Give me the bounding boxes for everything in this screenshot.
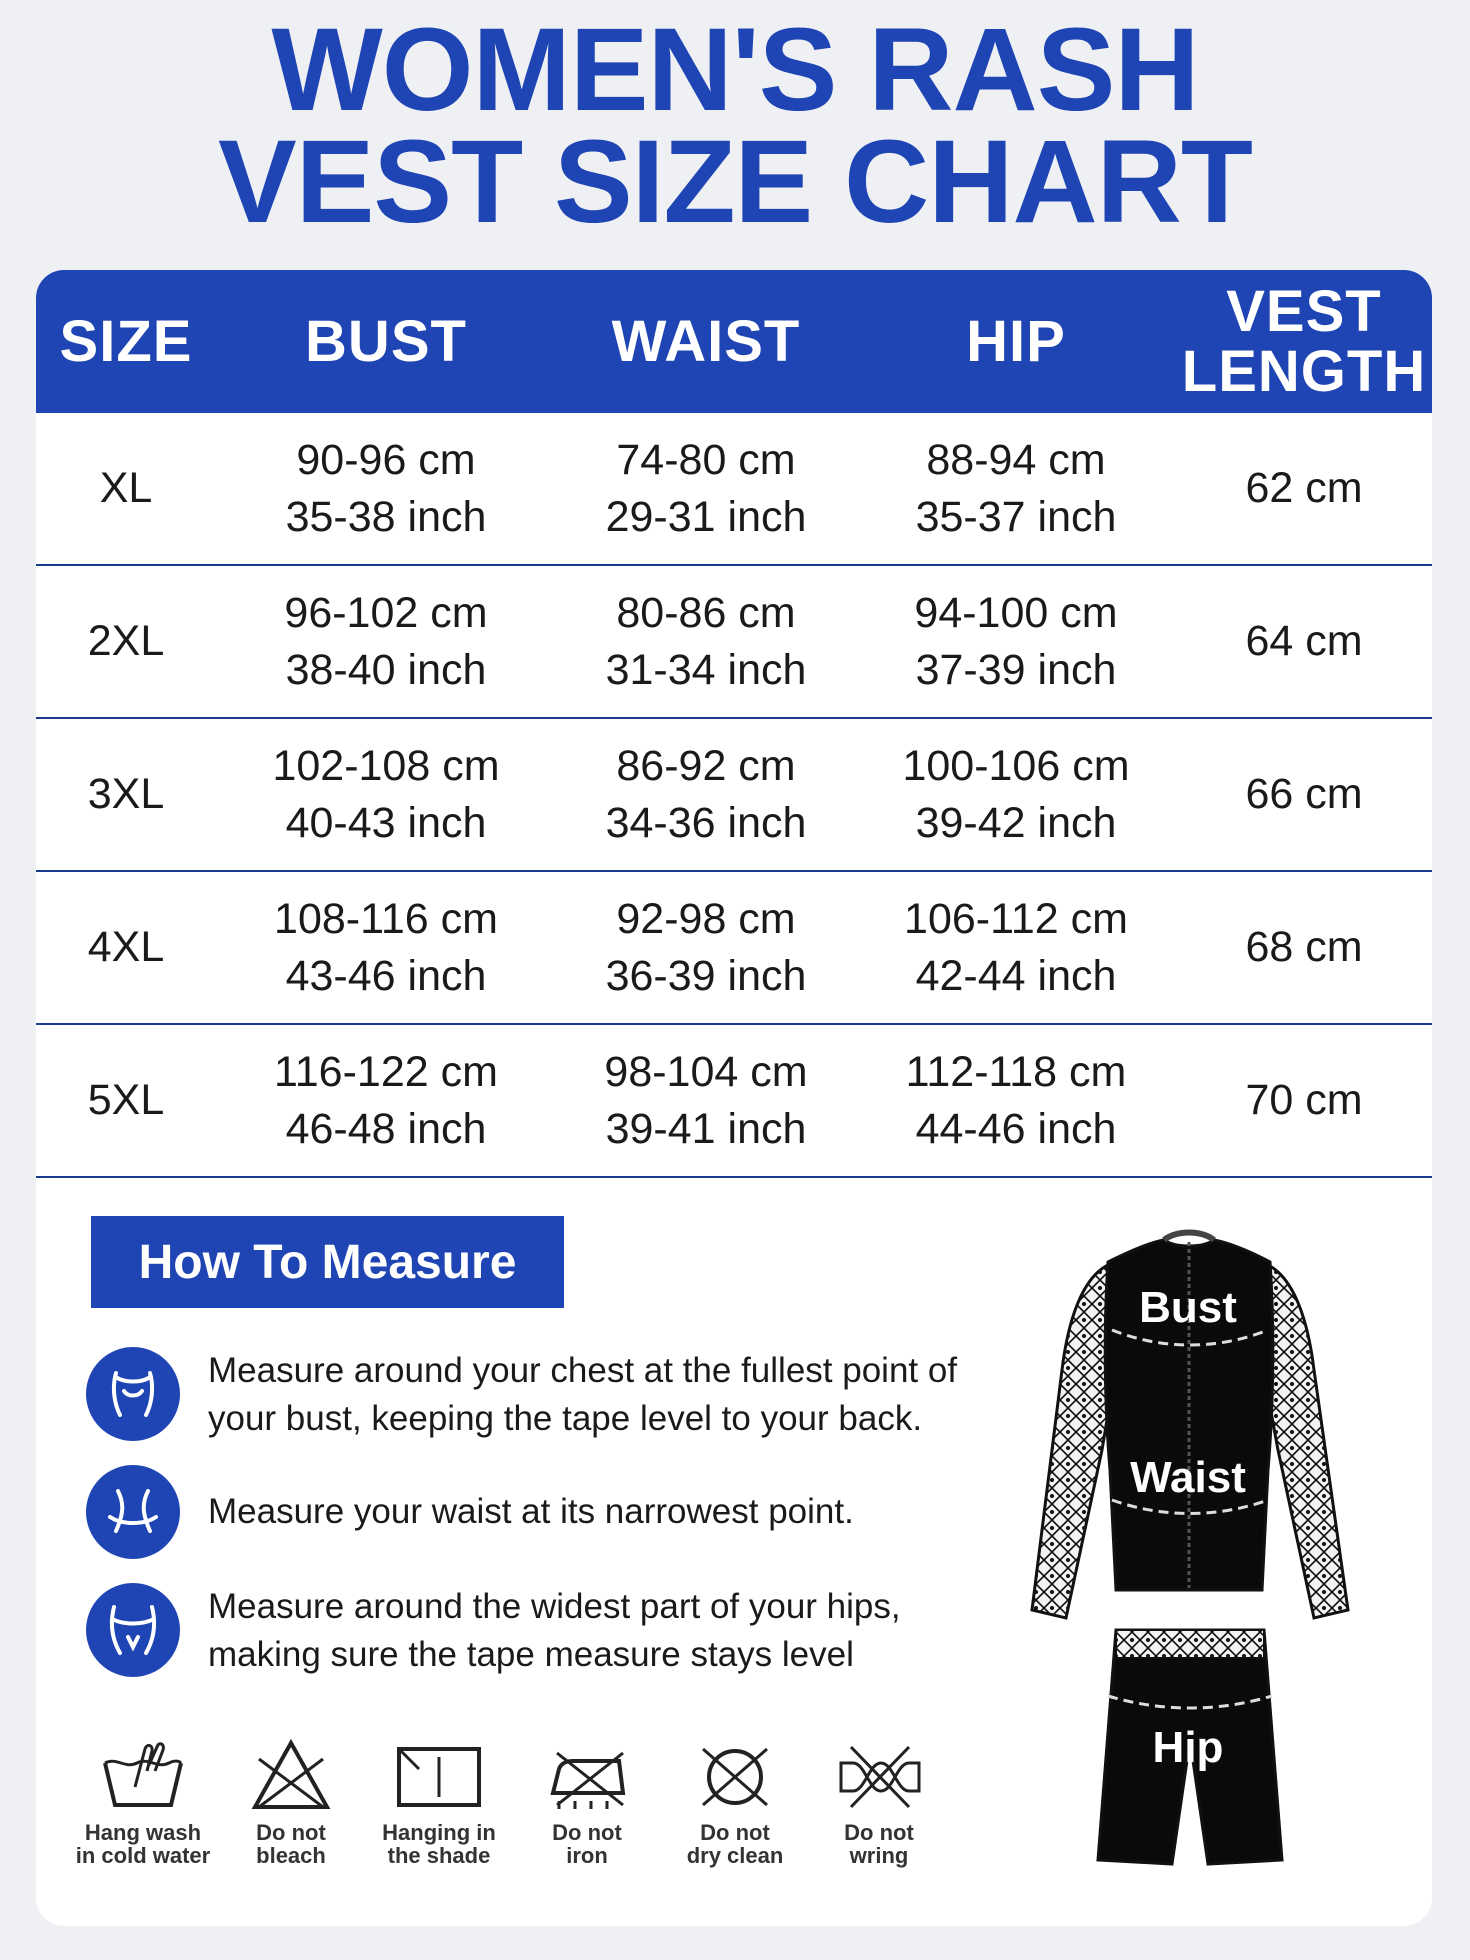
table-header: [36, 270, 1432, 413]
step-line-1: Measure your waist at its narrowest point.: [208, 1492, 854, 1531]
length-cell: 66 cm: [1245, 770, 1363, 818]
care-label: Do not iron: [552, 1820, 622, 1868]
care-no-bleach: [216, 1735, 366, 1875]
hip-cm: 112-118 cm: [905, 1047, 1127, 1096]
hip-icon: [86, 1583, 180, 1677]
hip-label: Hip: [1152, 1723, 1224, 1772]
waist-icon: [86, 1465, 180, 1559]
header-vest-line-1: VEST: [1226, 278, 1382, 344]
chest-icon: [86, 1347, 180, 1441]
bust-cm: 108-116 cm: [274, 894, 498, 943]
care-label: Do not dry clean: [686, 1820, 784, 1868]
care-label: Hang wash in cold water: [75, 1820, 211, 1868]
hip-inch: 37-39 inch: [915, 645, 1117, 694]
bust-cm: 90-96 cm: [296, 435, 476, 484]
hip-cm: 94-100 cm: [914, 588, 1118, 637]
bust-cm: 102-108 cm: [272, 741, 500, 790]
hip-inch: 42-44 inch: [915, 951, 1117, 1000]
size-cell: 3XL: [87, 770, 165, 818]
bust-cm: 116-122 cm: [274, 1047, 498, 1096]
waist-cell: [556, 413, 856, 564]
how-to-measure-heading: How To Measure: [91, 1216, 564, 1308]
bust-inch: 40-43 inch: [285, 798, 487, 847]
step-line-1: Measure around your chest at the fullest point of: [208, 1351, 958, 1390]
size-chart-card: [36, 270, 1432, 1926]
bust-cell: [216, 1025, 556, 1176]
bust-inch: 46-48 inch: [285, 1104, 487, 1153]
step-line-2: your bust, keeping the tape level to your back.: [208, 1399, 923, 1438]
hip-cm: 88-94 cm: [926, 435, 1106, 484]
bust-label: Bust: [1139, 1283, 1237, 1332]
no-iron-icon: [539, 1735, 635, 1815]
header-vest-length: [1176, 270, 1432, 413]
hip-cell: [856, 872, 1176, 1023]
waist-inch: 36-39 inch: [605, 951, 807, 1000]
table-row: [36, 413, 1432, 566]
step-text: [208, 1583, 1068, 1679]
care-hand-wash: [68, 1735, 218, 1875]
table-row: [36, 1025, 1432, 1178]
no-bleach-icon: [243, 1735, 339, 1815]
header-bust: BUST: [305, 308, 467, 374]
no-dry-clean-icon: [687, 1735, 783, 1815]
care-label: Do not wring: [844, 1820, 914, 1868]
waist-cm: 92-98 cm: [616, 894, 796, 943]
size-cell: 2XL: [87, 617, 165, 665]
hip-cell: [856, 1025, 1176, 1176]
hip-cm: 100-106 cm: [902, 741, 1130, 790]
waist-cell: [556, 719, 856, 870]
waist-cell: [556, 566, 856, 717]
step-text: [208, 1488, 1068, 1536]
garment-illustration: [1012, 1200, 1412, 1890]
hip-cell: [856, 413, 1176, 564]
care-no-wring: [804, 1735, 954, 1875]
step-line-2: making sure the tape measure stays level: [208, 1635, 854, 1674]
header-size: SIZE: [59, 308, 193, 374]
care-no-dry-clean: [660, 1735, 810, 1875]
length-cell: 70 cm: [1245, 1076, 1363, 1124]
step-line-1: Measure around the widest part of your hips,: [208, 1587, 901, 1626]
no-wring-icon: [831, 1735, 927, 1815]
measure-step-waist: [86, 1465, 1046, 1575]
measure-step-bust: [86, 1347, 1046, 1457]
header-vest-line-2: LENGTH: [1181, 338, 1427, 404]
care-dry-in-shade: [364, 1735, 514, 1875]
bust-cm: 96-102 cm: [284, 588, 488, 637]
waist-cm: 98-104 cm: [604, 1047, 808, 1096]
waist-label: Waist: [1130, 1453, 1246, 1502]
bust-inch: 38-40 inch: [285, 645, 487, 694]
measure-step-hip: [86, 1583, 1046, 1693]
hip-inch: 44-46 inch: [915, 1104, 1117, 1153]
hip-cell: [856, 719, 1176, 870]
header-waist: WAIST: [611, 308, 801, 374]
hand-wash-icon: [95, 1735, 191, 1815]
waist-cell: [556, 872, 856, 1023]
bust-cell: [216, 719, 556, 870]
header-hip: HIP: [966, 308, 1066, 374]
hip-cm: 106-112 cm: [904, 894, 1128, 943]
table-row: [36, 566, 1432, 719]
waist-inch: 34-36 inch: [605, 798, 807, 847]
care-label: Hanging in the shade: [382, 1820, 496, 1868]
page-title: [0, 4, 1470, 248]
hip-inch: 35-37 inch: [915, 492, 1117, 541]
table-row: [36, 872, 1432, 1025]
title-line-2: VEST SIZE CHART: [218, 116, 1252, 248]
size-cell: 4XL: [87, 923, 165, 971]
waist-inch: 39-41 inch: [605, 1104, 807, 1153]
length-cell: 62 cm: [1245, 464, 1363, 512]
bust-inch: 43-46 inch: [285, 951, 487, 1000]
bust-cell: [216, 413, 556, 564]
bust-inch: 35-38 inch: [285, 492, 487, 541]
bust-cell: [216, 566, 556, 717]
care-no-iron: [512, 1735, 662, 1875]
waist-inch: 29-31 inch: [605, 492, 807, 541]
waist-inch: 31-34 inch: [605, 645, 807, 694]
length-cell: 68 cm: [1245, 923, 1363, 971]
hip-cell: [856, 566, 1176, 717]
size-cell: XL: [99, 464, 153, 512]
table-row: [36, 719, 1432, 872]
hip-inch: 39-42 inch: [915, 798, 1117, 847]
title-line-1: WOMEN'S RASH: [271, 4, 1199, 136]
waist-cm: 80-86 cm: [616, 588, 796, 637]
bust-cell: [216, 872, 556, 1023]
waist-cell: [556, 1025, 856, 1176]
step-text: [208, 1347, 1068, 1443]
waist-cm: 74-80 cm: [616, 435, 796, 484]
size-cell: 5XL: [87, 1076, 165, 1124]
care-label: Do not bleach: [256, 1820, 326, 1868]
dry-in-shade-icon: [391, 1735, 487, 1815]
length-cell: 64 cm: [1245, 617, 1363, 665]
waist-cm: 86-92 cm: [616, 741, 796, 790]
